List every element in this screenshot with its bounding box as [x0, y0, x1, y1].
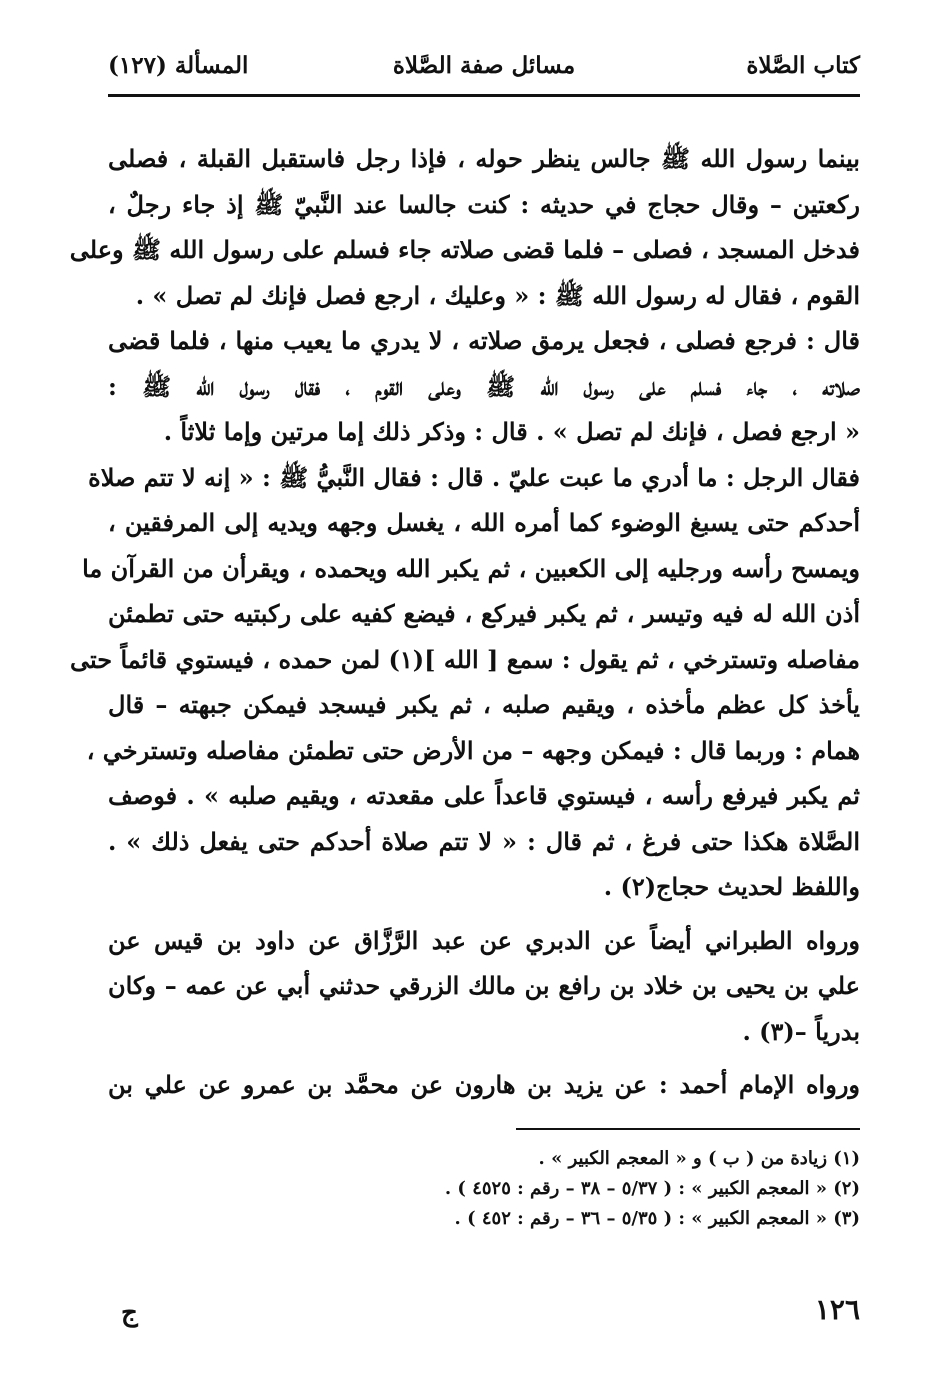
paragraph — [108, 918, 860, 1055]
paragraph-gap — [108, 910, 860, 918]
text-line: ورواه الإمام أحمد : عن يزيد بن هارون عن محمَّد بن عمرو عن علي بن — [108, 1070, 860, 1099]
footnote: (٢) « المعجم الكبير » : ( ٥/٣٧ – ٣٨ – رقم : ٤٥٢٥ ) . — [444, 1178, 860, 1199]
issue-number: المسألة (١٢٧) — [108, 52, 249, 79]
text-line: ورواه الطبراني أيضاً عن الدبري عن عبد الرَّزَّاق عن داود بن قيس عن — [108, 925, 860, 955]
text-line: القوم ، فقال له رسول الله ﷺ : « وعليك ، ارجع فصل فإنك لم تصل » . — [135, 280, 860, 310]
text-line: مفاصله وتسترخي ، ثم يقول : سمع [ الله ](١) لمن حمده ، فيستوي قائماً حتى — [70, 644, 860, 674]
text-line: صلاته ، جاء فسلم على رسول الله ﷺ وعلى القوم ، فقال رسول الله ﷺ : — [108, 371, 860, 401]
page-number: ١٢٦ — [814, 1293, 860, 1326]
text-line: يأخذ كل عظم مأخذه ، ويقيم صلبه ، ثم يكبر فيسجد فيمكن جبهته – قال — [108, 690, 860, 719]
text-line: بدرياً –(٣) . — [742, 1016, 860, 1046]
text-line: ثم يكبر فيرفع رأسه ، فيستوي قاعداً على مقعدته ، ويقيم صلبه » . فوصف — [108, 781, 860, 810]
running-header — [108, 52, 860, 88]
text-line: ركعتين – وقال حجاج في حديثه : كنت جالسا عند النَّبيّ ﷺ إذ جاء رجلٌ ، — [108, 189, 860, 219]
book-title: كتاب الصَّلاة — [746, 52, 860, 79]
main-text — [69, 136, 860, 1108]
text-line: همام : وربما قال : فيمكن وجهه – من الأرض حتى تطمئن مفاصله وتسترخي ، — [86, 735, 860, 765]
text-line: واللفظ لحديث حجاج(٢) . — [603, 872, 860, 901]
text-line: فقال الرجل : ما أدري ما عبت عليّ . قال : فقال النَّبيُّ ﷺ : « إنه لا تتم صلاة — [88, 462, 860, 492]
signature-mark: ج — [121, 1298, 138, 1328]
text-line: قال : فرجع فصلى ، فجعل يرمق صلاته ، لا يدري ما يعيب منها ، فلما قضى — [108, 326, 860, 355]
text-line: الصَّلاة هكذا حتى فرغ ، ثم قال : « لا تتم صلاة أحدكم حتى يفعل ذلك » . — [108, 826, 860, 856]
paragraph — [69, 136, 860, 910]
text-line: ويمسح رأسه ورجليه إلى الكعبين ، ثم يكبر الله ويحمده ، ويقرأن من القرآن ما — [82, 553, 860, 583]
paragraph — [108, 1062, 860, 1108]
text-line: « ارجع فصل ، فإنك لم تصل » . قال : وذكر ذلك إما مرتين وإما ثلاثاً . — [163, 417, 860, 446]
text-line: أحدكم حتى يسبغ الوضوء كما أمره الله ، يغسل وجهه ويديه إلى المرفقين ، — [108, 508, 860, 537]
footnotes — [108, 1144, 860, 1234]
section-title: مسائل صفة الصَّلاة — [392, 52, 576, 79]
footnote-rule — [516, 1128, 860, 1130]
paragraph-gap — [108, 1054, 860, 1062]
footnote: (١) زيادة من ( ب ) و « المعجم الكبير » . — [538, 1148, 860, 1169]
text-line: فدخل المسجد ، فصلى – فلما قضى صلاته جاء فسلم على رسول الله ﷺ وعلى — [69, 235, 860, 264]
text-line: علي بن يحيى بن خلاد بن رافع بن مالك الزرقي حدثني أبي عن عمه – وكان — [108, 971, 860, 1000]
text-line: أذن الله له فيه وتيسر ، ثم يكبر فيركع ، فيضع كفيه على ركبتيه حتى تطمئن — [108, 599, 860, 628]
header-rule — [108, 94, 860, 97]
text-line: بينما رسول الله ﷺ جالس ينظر حوله ، فإذا رجل فاستقبل القبلة ، فصلى — [108, 144, 860, 173]
footnote: (٣) « المعجم الكبير » : ( ٥/٣٥ – ٣٦ – رقم : ٤٥٢ ) . — [454, 1208, 860, 1229]
